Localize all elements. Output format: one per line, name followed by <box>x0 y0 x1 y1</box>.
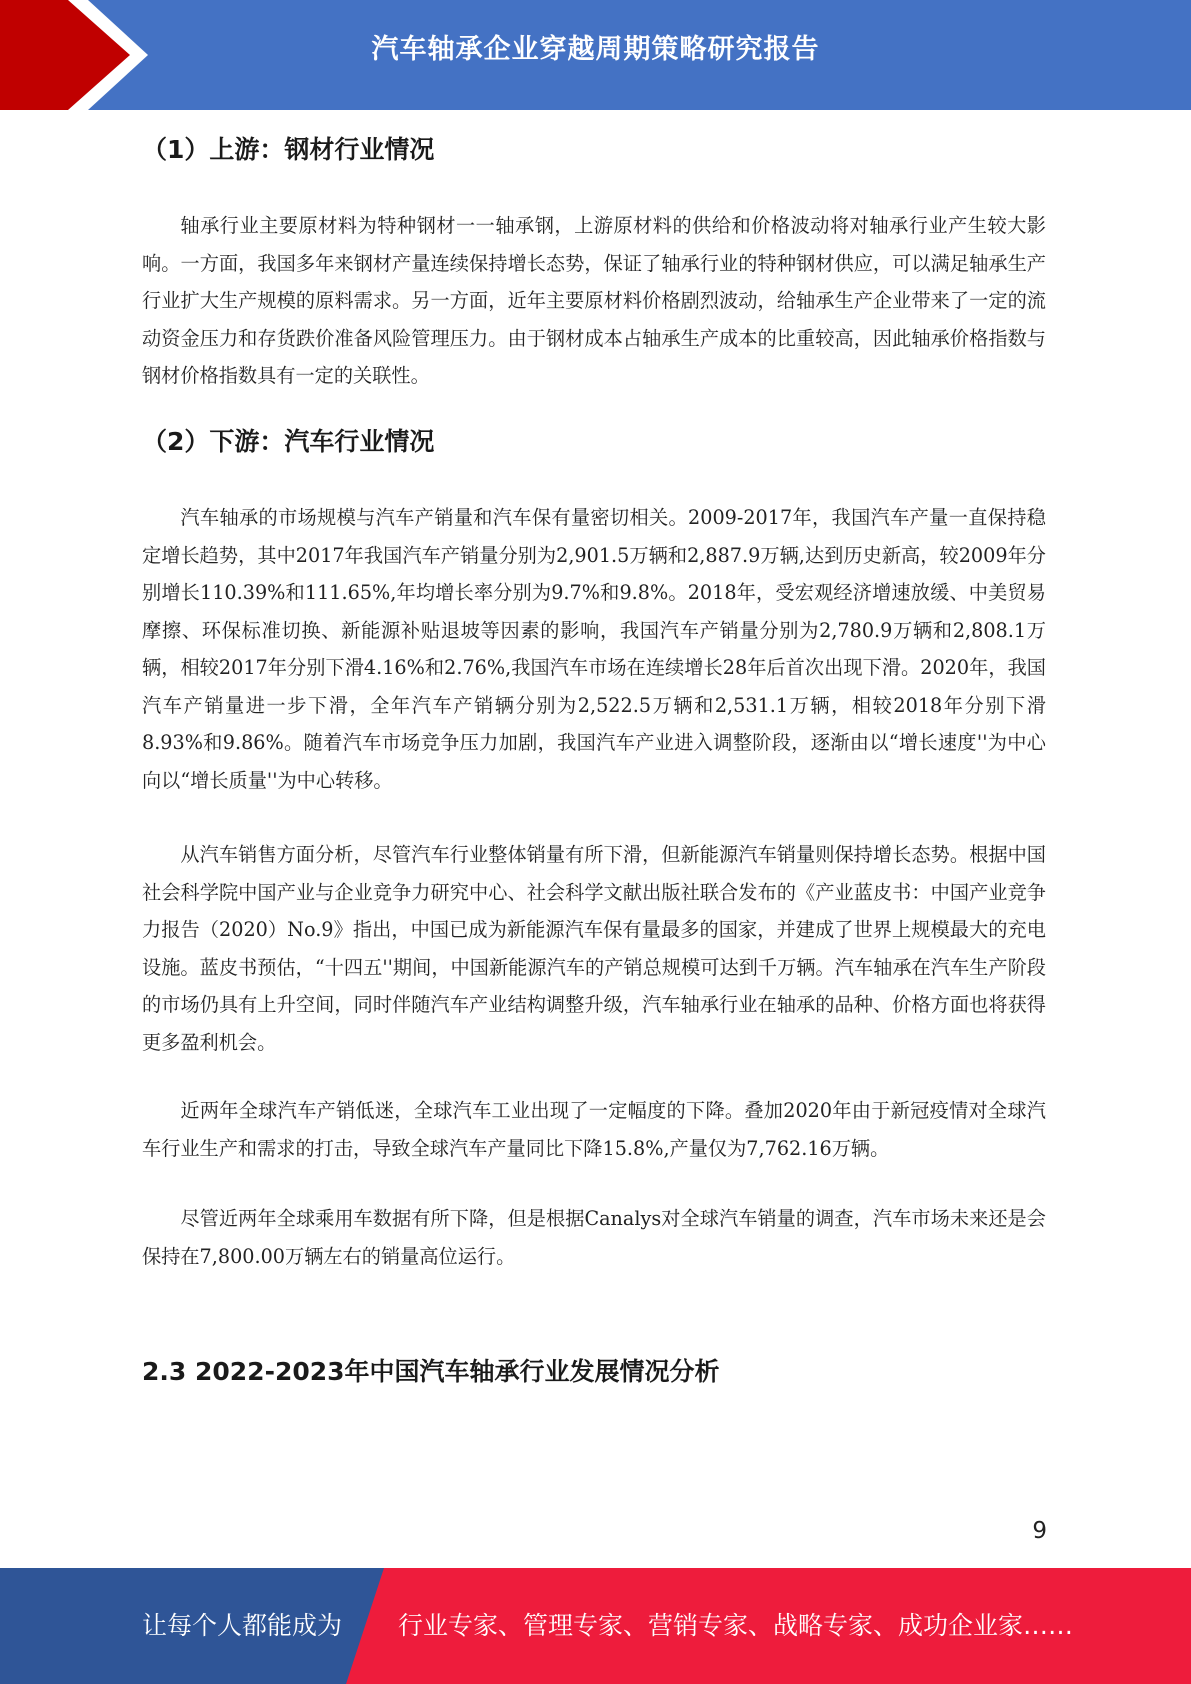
footer-slogan-left: 让每个人都能成为 <box>142 1611 343 1640</box>
downstream-paragraph-4: 尽管近两年全球乘用车数据有所下降，但是根据Canalys对全球汽车销量的调查，汽车市场未来还是会保持在7,800.00万辆左右的销量高位运行。 <box>142 1207 1046 1268</box>
page-number: 9 <box>1032 1518 1047 1544</box>
upstream-paragraph: 轴承行业主要原材料为特种钢材一一轴承钢，上游原材料的供给和价格波动将对轴承行业产生较大影响。一方面，我国多年来钢材产量连续保持增长态势，保证了轴承行业的特种钢材供应，可以满足轴承生产行业扩大生产规模的原料需求。另一方面，近年主要原材料价格剧烈波动，给轴承生产企业带来了一定的流动资金压力和存货跌价准备风险管理压力。由于钢材成本占轴承生产成本的比重较高，因此轴承价格指数与钢材价格指数具有一定的关联性。 <box>142 214 1046 387</box>
upstream-heading: （1）上游：钢材行业情况 <box>142 135 435 164</box>
page-footer <box>0 1568 1191 1684</box>
header-title: 汽车轴承企业穿越周期策略研究报告 <box>371 34 820 65</box>
footer-slogan-right: 行业专家、管理专家、营销专家、战略专家、成功企业家…… <box>398 1611 1074 1640</box>
page-header <box>0 0 1191 110</box>
downstream-paragraph-1: 汽车轴承的市场规模与汽车产销量和汽车保有量密切相关。2009-2017年，我国汽车产量一直保持稳定增长趋势，其中2017年我国汽车产销量分别为2,901.5万辆和2,887.9万辆,达到历史新高，较2009年分别增长110.39%和111.65%,年均增长率分别为9.7%和9.8%。2018年，受宏观经济增速放缓、中美贸易摩擦、环保标准切换、新能源补贴退坡等因素的影响，我国汽车产销量分别为2,780.9万辆和2,808.1万辆，相较2017年分别下滑4.16%和2.76%,我国汽车市场在连续增长28年后首次出现下滑。2020年，我国汽车产销量进一步下滑，全年汽车产销辆分别为2,522.5万辆和2,531.1万辆，相较2018年分别下滑8.93%和9.86%。随着汽车市场竞争压力加剧，我国汽车产业进入调整阶段，逐渐由以“增长速度''为中心向以“增长质量''为中心转移。 <box>142 506 1046 792</box>
section-2-3-heading: 2.3 2022-2023年中国汽车轴承行业发展情况分析 <box>142 1357 720 1386</box>
downstream-paragraph-2: 从汽车销售方面分析，尽管汽车行业整体销量有所下滑，但新能源汽车销量则保持增长态势。根据中国社会科学院中国产业与企业竞争力研究中心、社会科学文献出版社联合发布的《产业蓝皮书：中国产业竞争力报告（2020）No.9》指出，中国已成为新能源汽车保有量最多的国家，并建成了世界上规模最大的充电设施。蓝皮书预估，“十四五''期间，中国新能源汽车的产销总规模可达到千万辆。汽车轴承在汽车生产阶段的市场仍具有上升空间，同时伴随汽车产业结构调整升级，汽车轴承行业在轴承的品种、价格方面也将获得更多盈利机会。 <box>142 843 1046 1054</box>
downstream-heading: （2）下游：汽车行业情况 <box>142 427 435 456</box>
downstream-paragraph-3: 近两年全球汽车产销低迷，全球汽车工业出现了一定幅度的下降。叠加2020年由于新冠疫情对全球汽车行业生产和需求的打击，导致全球汽车产量同比下降15.8%,产量仅为7,762.16万辆。 <box>142 1099 1046 1160</box>
